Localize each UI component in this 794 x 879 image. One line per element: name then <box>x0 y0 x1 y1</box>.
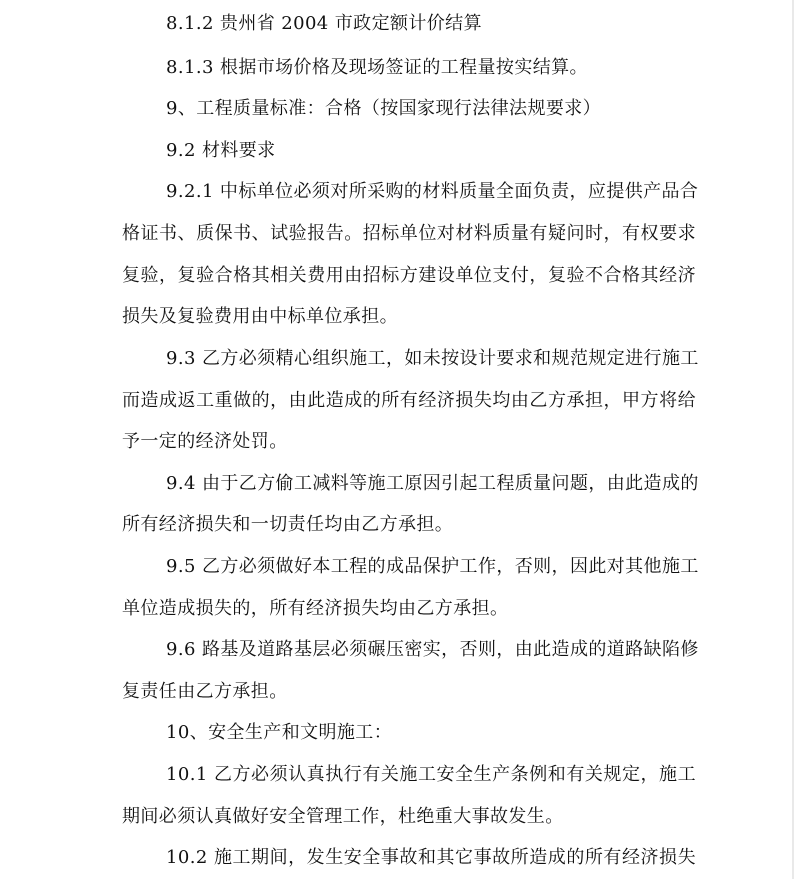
text-line: 单位造成损失的，所有经济损失均由乙方承担。 <box>122 598 509 619</box>
text-line: 期间必须认真做好安全管理工作，杜绝重大事故发生。 <box>122 806 564 827</box>
text-line: 而造成返工重做的，由此造成的所有经济损失均由乙方承担，甲方将给 <box>122 390 696 411</box>
text-line: 10.1 乙方必须认真执行有关施工安全生产条例和有关规定，施工 <box>166 764 696 785</box>
text-line: 9.2 材料要求 <box>166 140 276 161</box>
text-line: 9.5 乙方必须做好本工程的成品保护工作，否则，因此对其他施工 <box>166 556 699 577</box>
text-line: 8.1.2 贵州省 2004 市政定额计价结算 <box>166 13 482 34</box>
text-line: 9.2.1 中标单位必须对所采购的材料质量全面负责，应提供产品合 <box>166 181 699 202</box>
text-line: 复责任由乙方承担。 <box>122 681 288 702</box>
text-line: 予一定的经济处罚。 <box>122 431 288 452</box>
text-line: 9.6 路基及道路基层必须碾压密实，否则，由此造成的道路缺陷修 <box>166 639 699 660</box>
text-line: 损失及复验费用由中标单位承担。 <box>122 306 398 327</box>
text-line: 10、安全生产和文明施工： <box>166 722 393 743</box>
text-line: 复验，复验合格其相关费用由招标方建设单位支付，复验不合格其经济 <box>122 265 696 286</box>
text-line: 10.2 施工期间，发生安全事故和其它事故所造成的所有经济损失 <box>166 847 696 868</box>
text-line: 格证书、质保书、试验报告。招标单位对材料质量有疑问时，有权要求 <box>122 223 696 244</box>
text-line: 所有经济损失和一切责任均由乙方承担。 <box>122 514 454 535</box>
text-line: 9.4 由于乙方偷工减料等施工原因引起工程质量问题，由此造成的 <box>166 473 699 494</box>
text-line: 9.3 乙方必须精心组织施工，如未按设计要求和规范规定进行施工 <box>166 348 699 369</box>
text-line: 9、工程质量标准：合格（按国家现行法律法规要求） <box>166 98 602 119</box>
text-line: 8.1.3 根据市场价格及现场签证的工程量按实结算。 <box>166 57 588 78</box>
